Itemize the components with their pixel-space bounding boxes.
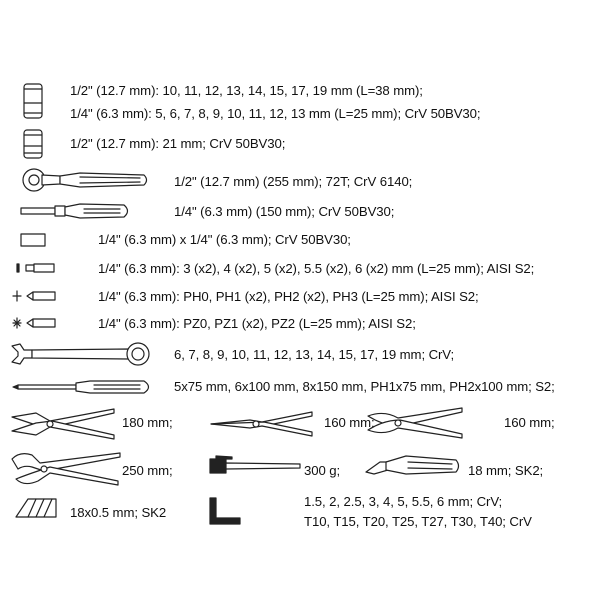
phillips-bit-icon xyxy=(13,289,57,303)
long-nose-pliers-spec: 160 mm; xyxy=(324,415,375,430)
hammer-icon xyxy=(208,455,302,477)
screwdrivers-spec: 5x75 mm, 6x100 mm, 8x150 mm, PH1x75 mm, PH2x100 mm; S2; xyxy=(174,379,555,394)
utility-knife-icon xyxy=(364,452,462,480)
flat-bit-icon xyxy=(16,261,56,275)
hex-keys-line-2: T10, T15, T20, T25, T27, T30, T40; CrV xyxy=(304,514,532,529)
flat-bits-spec: 1/4" (6.3 mm): 3 (x2), 4 (x2), 5 (x2), 5.5 (x2), 6 (x2) mm (L=25 mm); AISI S2; xyxy=(98,261,535,276)
ratchet-spec: 1/2" (12.7 mm) (255 mm); 72T; CrV 6140; xyxy=(174,174,413,189)
socket-icon xyxy=(22,83,44,119)
combination-wrench-icon xyxy=(10,340,152,368)
socket-set-line-1: 1/2" (12.7 mm): 10, 11, 12, 13, 14, 15, 17, 19 mm (L=38 mm); xyxy=(70,83,423,98)
diagonal-pliers-spec: 160 mm; xyxy=(504,415,555,430)
pozidriv-bit-icon xyxy=(13,316,57,330)
socket-set-line-2: 1/4" (6.3 mm): 5, 6, 7, 8, 9, 10, 11, 12, 13 mm (L=25 mm); CrV 50BV30; xyxy=(70,106,481,121)
pozidriv-bits-spec: 1/4" (6.3 mm): PZ0, PZ1 (x2), PZ2 (L=25 mm); AISI S2; xyxy=(98,316,416,331)
ratchet-icon xyxy=(20,167,150,193)
wrenches-spec: 6, 7, 8, 9, 10, 11, 12, 13, 14, 15, 17, 19 mm; CrV; xyxy=(174,347,455,362)
adapter-spec: 1/4" (6.3 mm) x 1/4" (6.3 mm); CrV 50BV30; xyxy=(98,232,351,247)
socket-21-spec: 1/2" (12.7 mm): 21 mm; CrV 50BV30; xyxy=(70,136,286,151)
bit-holder-spec: 1/4" (6.3 mm) (150 mm); CrV 50BV30; xyxy=(174,204,395,219)
screwdriver-icon xyxy=(12,376,154,398)
water-pump-pliers-spec: 250 mm; xyxy=(122,463,173,478)
water-pump-pliers-icon xyxy=(10,449,122,489)
blades-spec: 18x0.5 mm; SK2 xyxy=(70,505,167,520)
phillips-bits-spec: 1/4" (6.3 mm): PH0, PH1 (x2), PH2 (x2), PH3 (L=25 mm); AISI S2; xyxy=(98,289,479,304)
long-nose-pliers-icon xyxy=(210,408,314,440)
combination-pliers-icon xyxy=(10,403,116,445)
bit-holder-screwdriver-icon xyxy=(20,200,132,222)
diagonal-cutter-icon xyxy=(364,404,464,442)
hex-key-icon xyxy=(208,496,242,528)
utility-knife-spec: 18 mm; SK2; xyxy=(468,463,544,478)
socket-icon xyxy=(22,129,44,159)
hammer-spec: 300 g; xyxy=(304,463,341,478)
adapter-icon xyxy=(20,233,46,247)
snap-off-blades-icon xyxy=(14,497,58,519)
hex-keys-line-1: 1.5, 2, 2.5, 3, 4, 5, 5.5, 6 mm; CrV; xyxy=(304,494,503,509)
combination-pliers-spec: 180 mm; xyxy=(122,415,173,430)
